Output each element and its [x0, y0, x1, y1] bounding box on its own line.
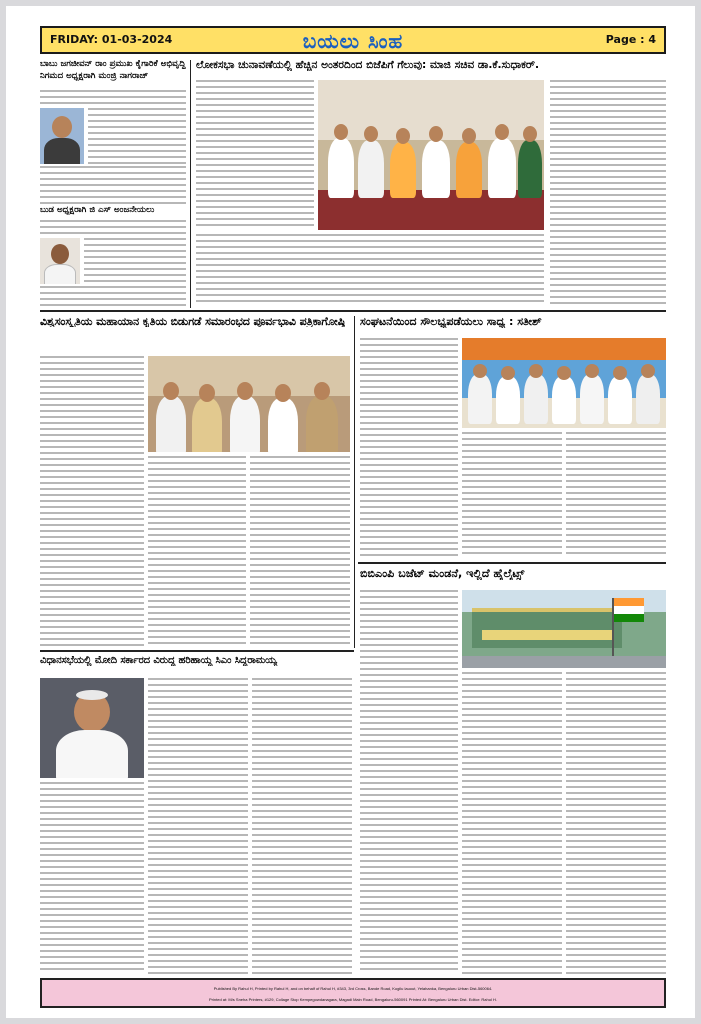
article-appointment-2 — [40, 206, 186, 218]
page-number: Page : 4 — [605, 33, 656, 46]
article-body-text — [250, 456, 350, 646]
article-sudhakar — [196, 60, 666, 76]
article-body-text — [196, 80, 314, 230]
article-bbmp-budget — [360, 568, 666, 586]
section-divider — [40, 310, 666, 312]
article-body-text — [196, 234, 544, 306]
article-body-text — [40, 356, 144, 646]
chief-minister-photo — [40, 678, 144, 778]
imprint-footer — [40, 978, 666, 1008]
article-body-text — [84, 238, 186, 284]
article-body-text — [40, 782, 144, 974]
article-body-text — [148, 456, 246, 646]
article-headline: ವಿಶ್ವಸಂಸ್ಕೃತಿಯ ಮಹಾಯಾನ ಕೃತಿಯ ಬಿಡುಗಡೆ ಸಮಾರಂಭದ ಪೂರ್ವಭಾವಿ ಪತ್ರಿಕಾಗೋಷ್ಠಿ — [40, 316, 345, 328]
article-headline: ವಿಧಾನಸಭೆಯಲ್ಲಿ ಮೋದಿ ಸರ್ಕಾರದ ವಿರುದ್ಧ ಹರಿಹಾಯ್ದ ಸಿಎಂ ಸಿದ್ದರಾಮಯ್ಯ — [40, 656, 278, 666]
article-subheadline: ನಿಗಮದ ಅಧ್ಯಕ್ಷರಾಗಿ ಮಂಜ್ರಿ ನಾಗರಾಜ್ — [40, 72, 149, 82]
newspaper-page — [6, 6, 695, 1018]
article-appointment-1 — [40, 60, 186, 88]
article-body-text — [360, 338, 458, 558]
article-press-meet — [40, 316, 350, 352]
imprint-line-printer: Printed at: M/s Sneha Printers, #129, Collage Stop Kempegowdanagara, Magadi Main Road, Bengaluru-560091 Printed At: Bengaluru Urban Dist. Editor: Rahul H. — [209, 997, 497, 1002]
newspaper-title: ಬಯಲು ಸಿಂಹ — [302, 29, 404, 53]
article-organisation — [360, 316, 666, 334]
article-body-text — [40, 90, 186, 106]
masthead — [40, 26, 666, 54]
article-body-text — [566, 672, 666, 974]
article-headline: ಬಿಬಿಎಂಪಿ ಬಜೆಟ್ ಮಂಡನೆ, ಇಲ್ಲಿದೆ ಹೈಲೈಟ್ಸ್ — [360, 568, 525, 580]
issue-date: FRIDAY: 01-03-2024 — [50, 33, 173, 46]
stage-event-photo — [462, 338, 666, 428]
article-body-text — [88, 108, 186, 164]
article-body-text — [360, 590, 458, 974]
column-divider — [354, 316, 355, 648]
bbmp-building-photo — [462, 590, 666, 668]
article-body-text — [462, 672, 562, 974]
article-body-text — [462, 432, 562, 558]
article-headline: ಬುಡ ಅಧ್ಯಕ್ಷರಾಗಿ ಜಿ ಎಸ್ ಅಂಜನೇಯಲು — [40, 206, 155, 215]
article-assembly — [40, 656, 352, 674]
article-body-text — [550, 80, 666, 306]
imprint-line-publisher: Published By Rahul H, Printed by Rahul H, and on behalf of Rahul H, #343, 3rd Cross, Bande Road, Kogilu lauout, Yelahanka, Bengaluru Urban Dist-560064. — [213, 986, 493, 991]
article-headline: ಬಾಬು ಜಗಜೀವನ್ ರಾಂ ಪ್ರಮುಖ ಕೈಗಾರಿಕೆ ಅಭಿವೃದ್ಧಿ — [40, 60, 186, 69]
article-body-text — [40, 166, 186, 204]
section-divider — [358, 562, 666, 564]
article-body-text — [252, 678, 352, 974]
press-meet-photo — [148, 356, 350, 452]
column-divider — [190, 60, 191, 308]
article-body-text — [566, 432, 666, 558]
portrait-photo — [40, 238, 80, 284]
article-body-text — [40, 220, 186, 236]
group-meeting-photo — [318, 80, 544, 230]
section-divider — [40, 650, 354, 652]
article-body-text — [148, 678, 248, 974]
article-body-text — [40, 286, 186, 306]
article-headline: ಸಂಘಟನೆಯಿಂದ ಸೌಲಭ್ಯಪಡೆಯಲು ಸಾಧ್ಯ : ಸತೀಶ್ — [360, 316, 542, 328]
portrait-photo — [40, 108, 84, 164]
article-headline: ಲೋಕಸಭಾ ಚುನಾವಣೆಯಲ್ಲಿ ಹೆಚ್ಚಿನ ಅಂತರದಿಂದ ಬಿಜೆಪಿಗೆ ಗೆಲುವು: ಮಾಜಿ ಸಚಿವ ಡಾ.ಕೆ.ಸುಧಾಕರ್. — [196, 60, 539, 71]
